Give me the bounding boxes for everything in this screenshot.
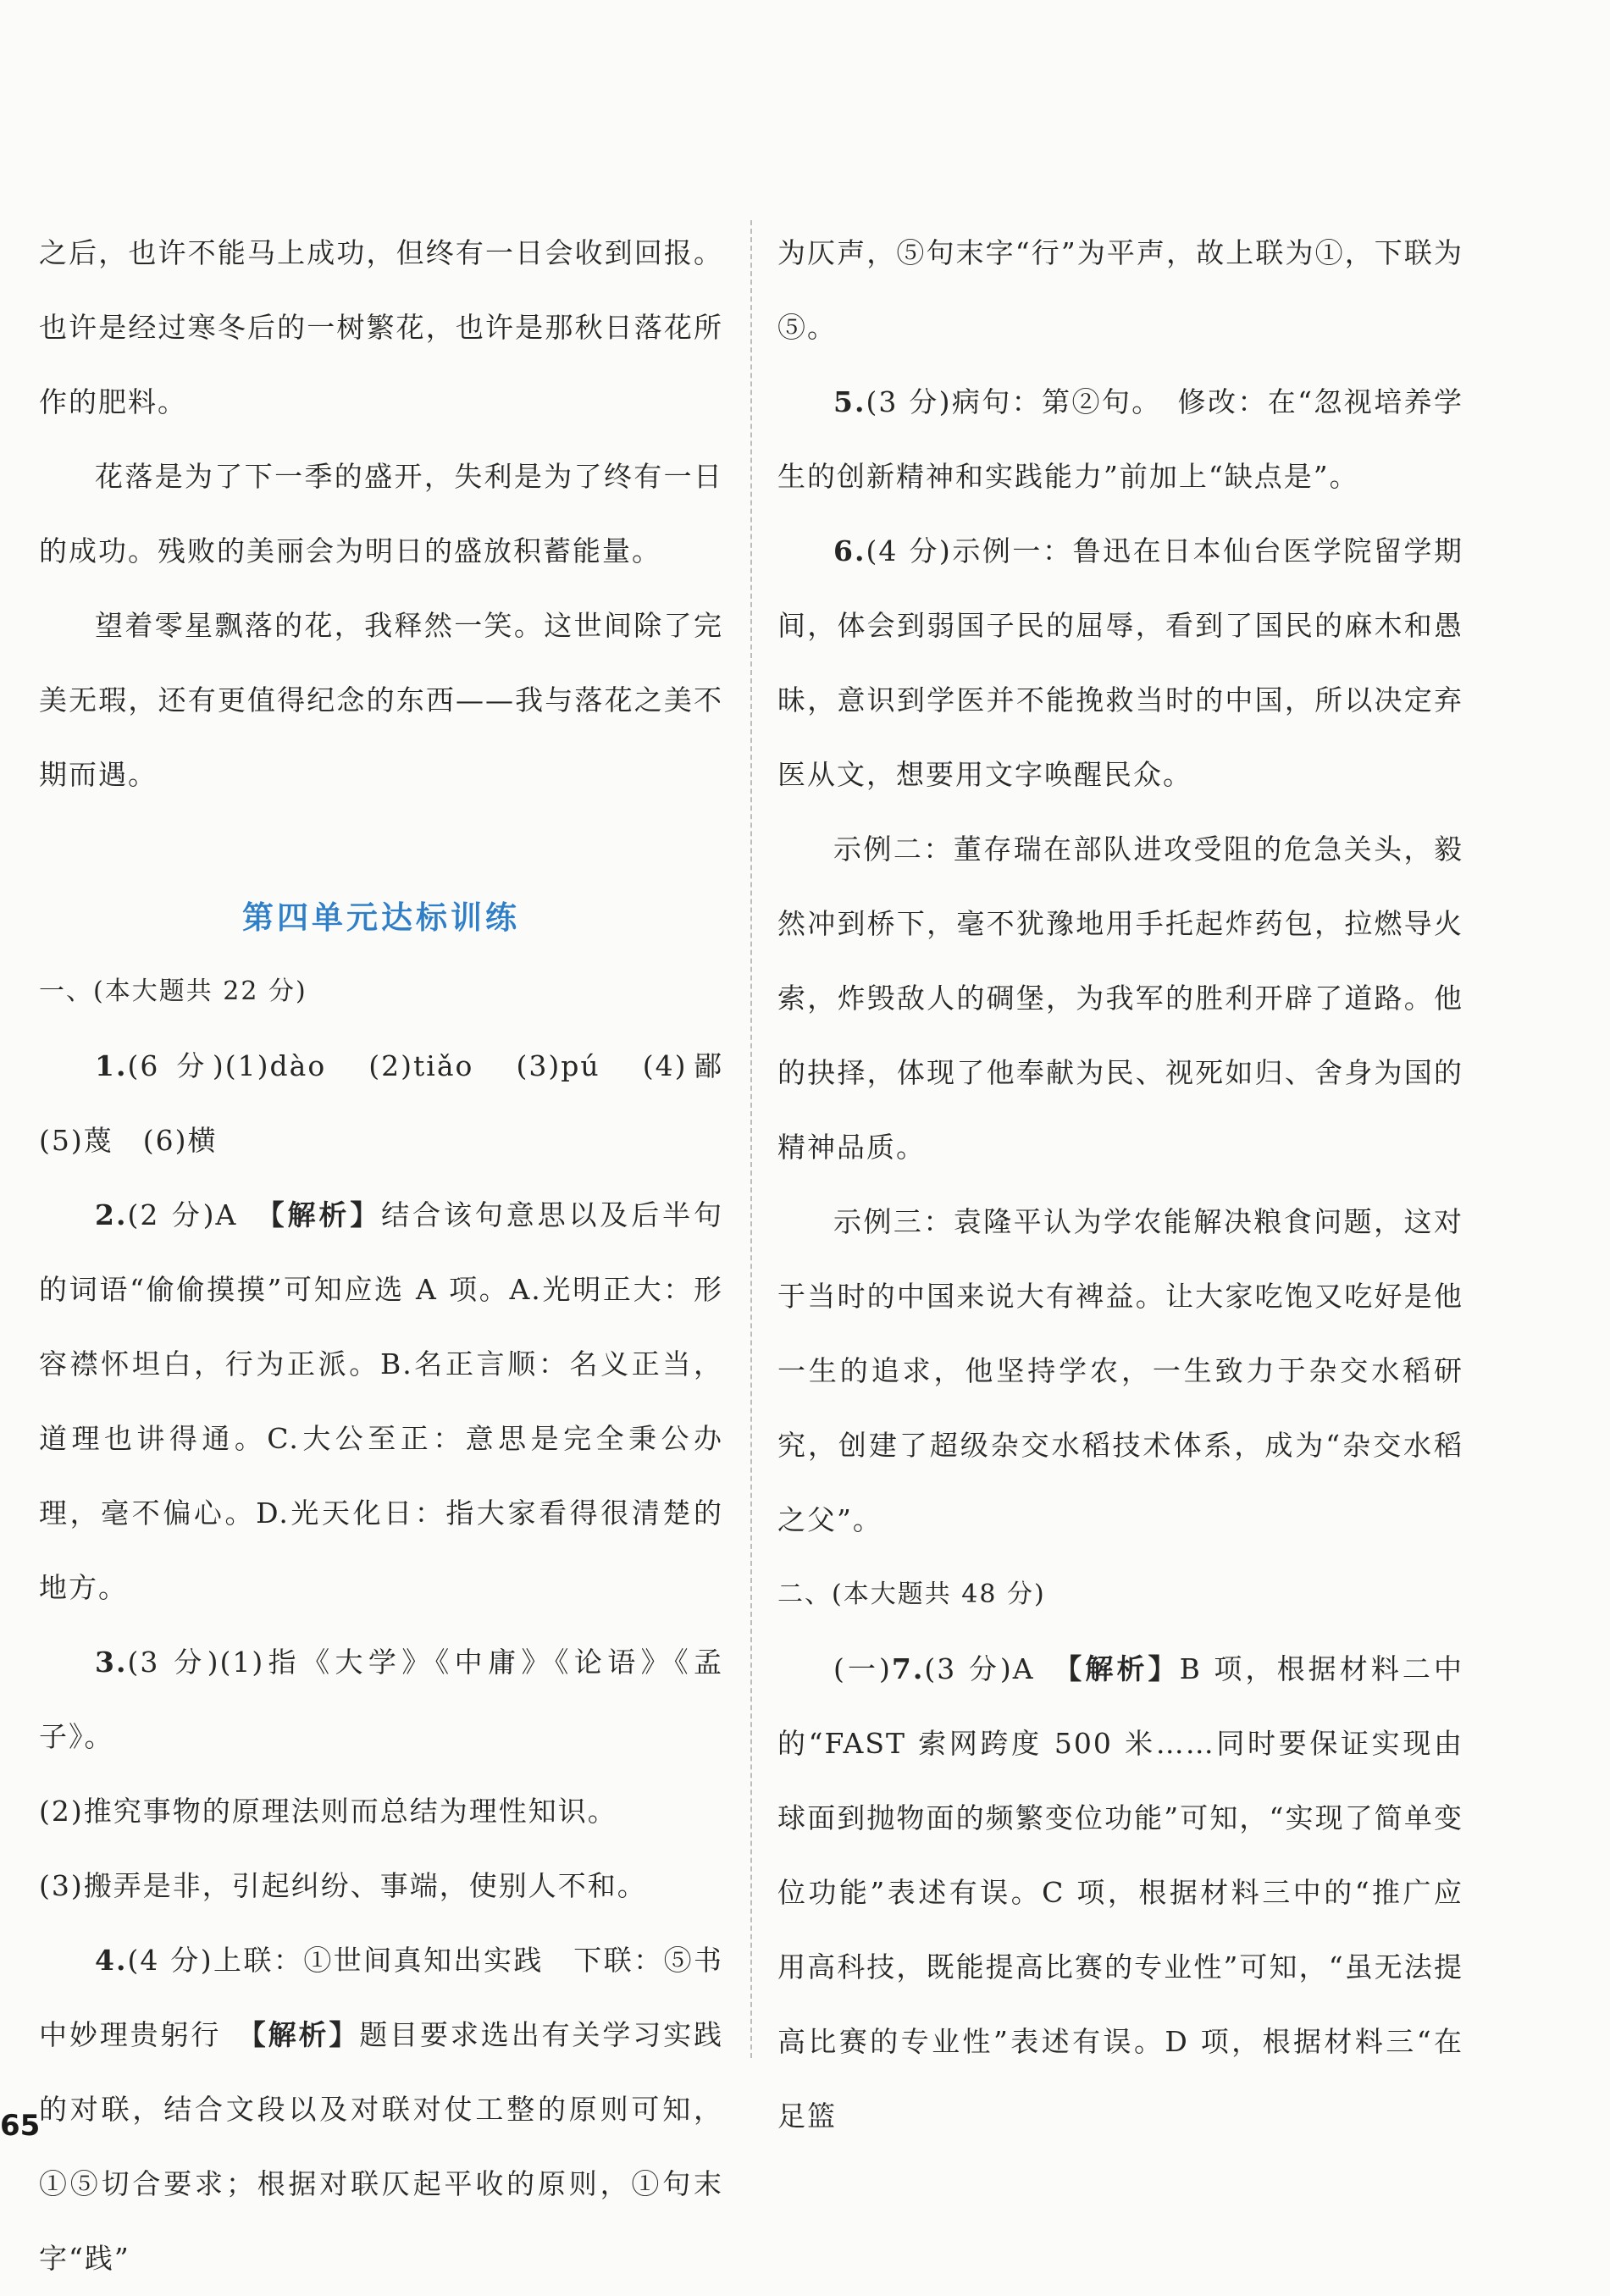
- answer-text: (2 分)A: [127, 1198, 271, 1231]
- question-number: 6.: [833, 534, 866, 567]
- question-number: 2.: [95, 1198, 128, 1231]
- answer-text: (3 分)(1)指《大学》《中庸》《论语》《孟子》。: [39, 1646, 723, 1753]
- left-column: [39, 216, 753, 2296]
- paragraph: 花落是为了下一季的盛开，失利是为了终有一日的成功。残败的美丽会为明日的盛放积蓄能量。: [39, 460, 723, 567]
- question-number: 5.: [833, 385, 866, 418]
- answer-line: (2)推究事物的原理法则而总结为理性知识。: [39, 1795, 617, 1828]
- analysis-tag: 【解析】: [270, 1198, 382, 1231]
- page-number: 65: [0, 2109, 41, 2143]
- paragraph: 望着零星飘落的花，我释然一笑。这世间除了完美无瑕，还有更值得纪念的东西——我与落花之美不期而遇。: [39, 609, 723, 791]
- analysis-text: B 项，根据材料二中的“FAST 索网跨度 500 米……同时要保证实现由球面到抛物面的频繁变位功能”可知，“实现了简单变位功能”表述有误。C 项，根据材料三中的“推广应用高科技，既能提高比赛的专业性”可知，“虽无法提高比赛的专业性”表述有误。D 项，根据材料三“在足篮: [777, 1652, 1464, 2133]
- analysis-tag: 【解析】: [252, 2018, 360, 2051]
- question-6: [777, 514, 1463, 812]
- question-2: [39, 1178, 723, 1625]
- question-number: 7.: [891, 1652, 925, 1685]
- paragraph: 之后，也许不能马上成功，但终有一日会收到回报。也许是经过寒冬后的一树繁花，也许是那秋日落花所作的肥料。: [39, 236, 723, 418]
- analysis-text: 题目要求选出有关学习实践的对联，结合文段以及对联对仗工整的原则可知，①⑤切合要求；根据对联仄起平收的原则，①句末字“践”: [39, 2018, 724, 2275]
- paragraph: 为仄声，⑤句末字“行”为平声，故上联为①，下联为⑤。: [777, 236, 1463, 344]
- answer-text: (4 分)上联：①世间真知出实践 下联：⑤书中妙理贵躬行: [39, 1944, 723, 2051]
- question-4: [39, 1923, 723, 2296]
- analysis-text: 结合该句意思以及后半句的词语“偷偷摸摸”可知应选 A 项。A.光明正大：形容襟怀坦白，行为正派。B.名正言顺：名义正当，道理也讲得通。C.大公至正：意思是完全秉公办理，毫不偏心。D.光天化日：指大家看得很清楚的地方。: [39, 1198, 724, 1604]
- example-paragraph: 示例三：袁隆平认为学农能解决粮食问题，这对于当时的中国来说大有裨益。让大家吃饱又吃好是他一生的追求，他坚持学农，一生致力于杂交水稻研究，创建了超级杂交水稻技术体系，成为“杂交水稻之父”。: [777, 1205, 1463, 1536]
- answer-text: (4 分)示例一：鲁迅在日本仙台医学院留学期间，体会到弱国子民的屈辱，看到了国民的麻木和愚昧，意识到学医并不能挽救当时的中国，所以决定弃医从文，想要用文字唤醒民众。: [777, 534, 1463, 791]
- analysis-tag: 【解析】: [1067, 1652, 1180, 1685]
- answer-text: (6 分)(1)dào (2)tiǎo (3)pú (4)鄙 (5)蔑 (6)横: [39, 1049, 753, 1157]
- question-1: [39, 1029, 753, 1178]
- question-5: [777, 365, 1463, 514]
- example-paragraph: 示例二：董存瑞在部队进攻受阻的危急关头，毅然冲到桥下，毫不犹豫地用手托起炸药包，拉燃导火索，炸毁敌人的碉堡，为我军的胜利开辟了道路。他的抉择，体现了他奉献为民、视死如归、舍身为国的精神品质。: [777, 833, 1463, 1164]
- answer-text: (3 分)病句：第②句。 修改：在“忽视培养学生的创新精神和实践能力”前加上“缺点是”。: [777, 385, 1463, 493]
- column-divider: [750, 220, 752, 2058]
- question-number: 1.: [95, 1049, 128, 1082]
- section-title: 一、(本大题共 22 分): [39, 976, 307, 1006]
- section-heading: 第四单元达标训练: [242, 899, 520, 936]
- question-number: 3.: [95, 1646, 128, 1679]
- section-title: 二、(本大题共 48 分): [777, 1580, 1046, 1609]
- question-3: [39, 1625, 723, 1774]
- answer-line: (3)搬弄是非，引起纠纷、事端，使别人不和。: [39, 1869, 647, 1902]
- answer-text: (3 分)A: [924, 1652, 1068, 1685]
- question-7: [777, 1632, 1463, 2154]
- subsection-prefix: (一): [833, 1652, 892, 1685]
- right-column: [777, 216, 1463, 2154]
- question-number: 4.: [95, 1944, 128, 1977]
